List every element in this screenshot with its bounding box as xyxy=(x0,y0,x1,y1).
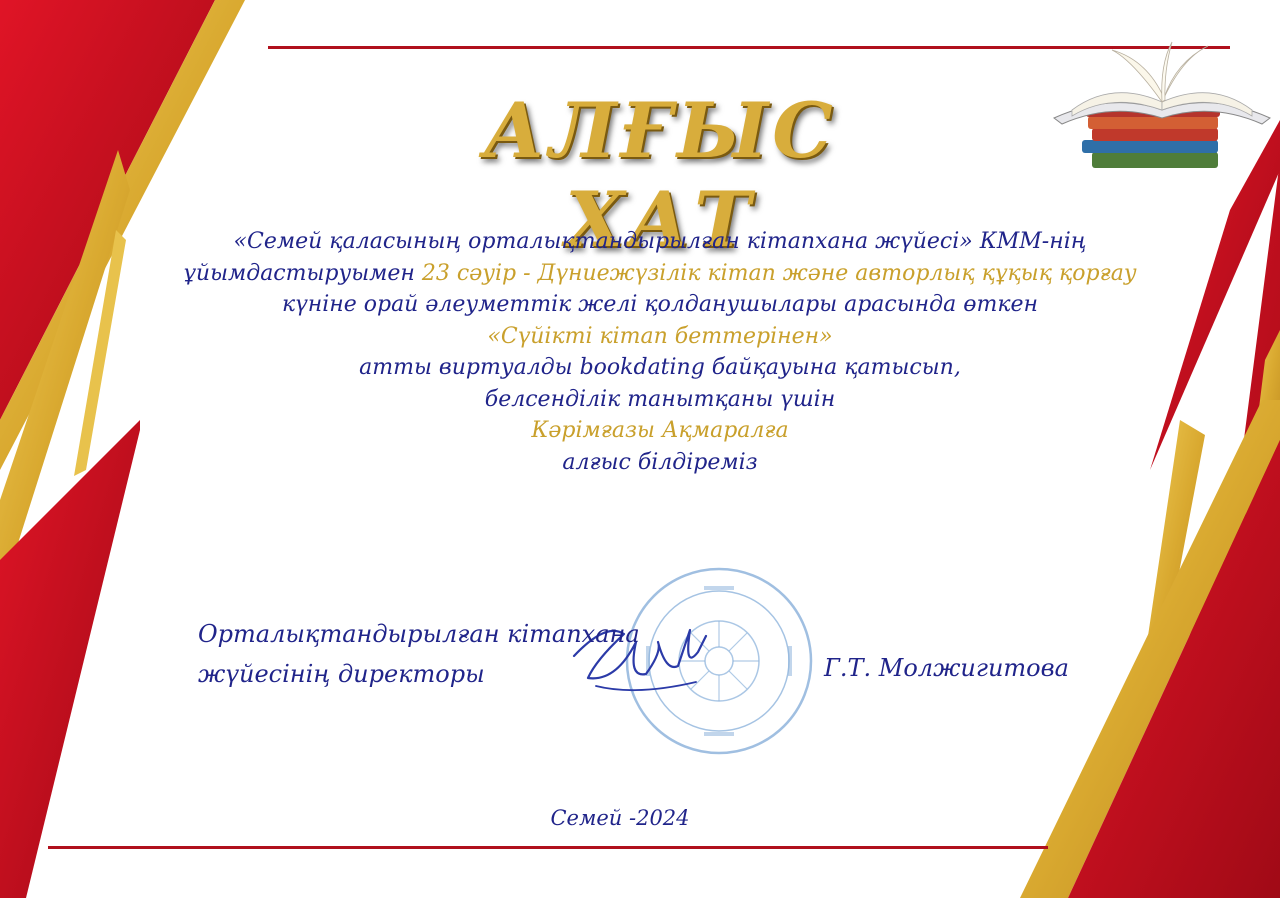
highlighted-text: 23 сәуір - Дүниежүзілік кітап және авторлық құқық қорғау xyxy=(421,260,1137,286)
body-text-fragment: ұйымдастыруымен xyxy=(183,260,422,286)
body-line xyxy=(160,352,1160,384)
signatory-position xyxy=(198,614,640,694)
certificate-body xyxy=(160,226,1160,478)
body-text-fragment: атты виртуалды bookdating байқауына қатысып, xyxy=(359,355,961,380)
highlighted-text: «Сүйікті кітап беттерінен» xyxy=(487,323,833,349)
body-line xyxy=(160,415,1160,447)
signatory-name: Г.Т. Молжигитова xyxy=(824,654,1069,682)
body-line xyxy=(160,447,1160,479)
body-text-fragment: күніне орай әлеуметтік желі қолданушылары арасында өткен xyxy=(282,292,1038,317)
highlighted-text: Кәрімғазы Ақмаралға xyxy=(531,418,789,443)
body-line xyxy=(160,384,1160,416)
signatory-position-line-2: жүйесінің директоры xyxy=(198,660,485,688)
frame-bottom-line xyxy=(48,846,1048,849)
body-line xyxy=(160,321,1160,353)
footer-place-date: Семей -2024 xyxy=(550,806,690,830)
body-line xyxy=(160,289,1160,321)
certificate-title: АЛҒЫС ХАТ xyxy=(483,86,837,264)
signatory-position-line-1: Орталықтандырылған кітапхана xyxy=(198,620,640,648)
body-line xyxy=(160,258,1160,290)
body-line xyxy=(160,226,1160,258)
body-text-fragment: «Семей қаласының орталықтандырылған кітапхана жүйесі» КММ-нің xyxy=(233,229,1087,254)
body-text-fragment: алғыс білдіреміз xyxy=(562,449,758,475)
body-text-fragment: белсенділік танытқаны үшін xyxy=(484,386,836,412)
stack-of-books-icon xyxy=(1052,40,1272,180)
